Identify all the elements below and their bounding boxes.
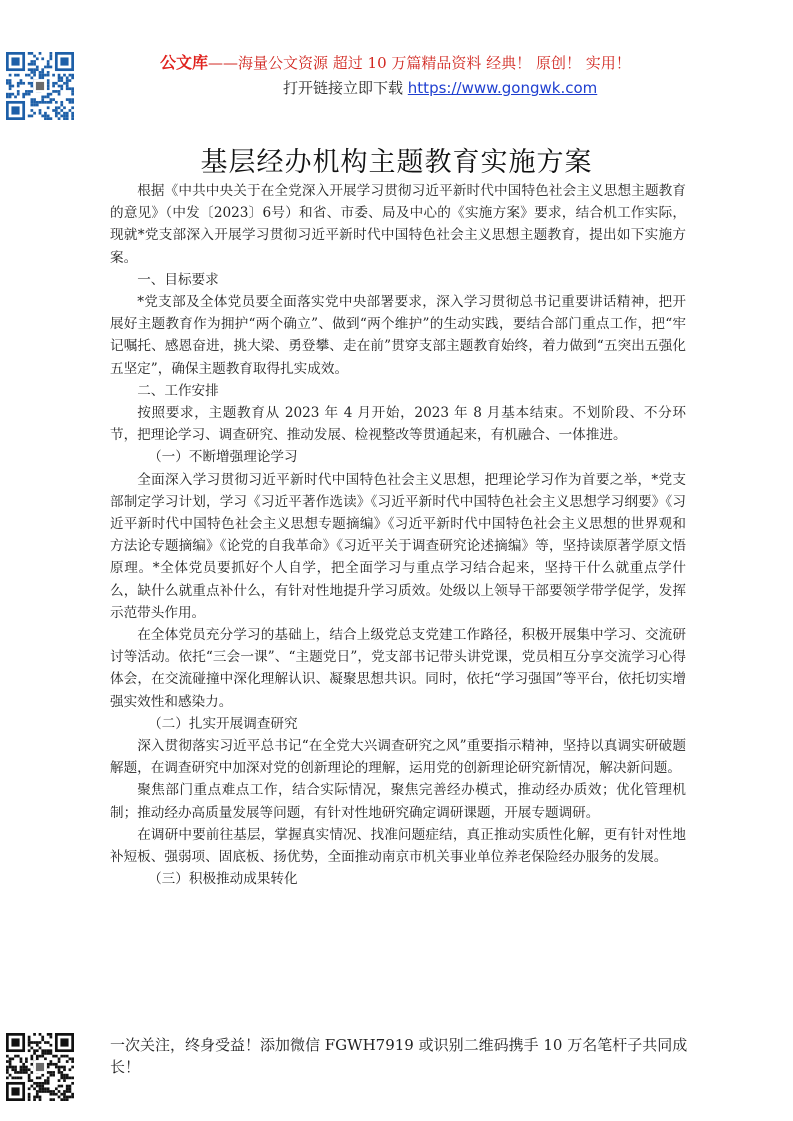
section-heading: 一、目标要求 [137,271,219,288]
section-heading: （二）扎实开展调查研究 [148,715,298,732]
body-paragraph: 聚焦部门重点难点工作，结合实际情况，聚焦完善经办模式，推动经办质效；优化管理机制；推动经办高质量发展等问题，有针对性地研究确定调研课题，开展专题调研。 [110,782,686,821]
section-heading: 二、工作安排 [137,382,219,399]
qr-code-graphic [6,52,74,120]
header-banner [160,50,631,73]
body-paragraph: 在调研中要前往基层，掌握真实情况、找准问题症结，真正推动实质性化解，更有针对性地补短板、强弱项、固底板、扬优势，全面推动南京市机关事业单位养老保险经办服务的发展。 [110,826,686,866]
download-line [283,77,597,98]
body-paragraph: 全面深入学习贯彻习近平新时代中国特色社会主义思想，把理论学习作为首要之举，*党支部制定学习计划，学习《习近平著作选读》《习近平新时代中国特色社会主义思想学习纲要》《习近平新时代中国特色社会主义思想专题摘编》《习近平新时代中国特色社会主义思想的世界观和方法论专题摘编》《论党的自我革命》《习近平关于调查研究论述摘编》等，坚持读原著学原文悟原理。*全体党员要抓好个人自学，把全面学习与重点学习结合起来，坚持干什么就重点学什么，缺什么就重点补什么，有针对性地提升学习质效。处级以上领导干部要领学带学促学，发挥示范带头作用。 [110,471,686,621]
document-title: 基层经办机构主题教育实施方案 [200,147,593,178]
qr-code-icon [6,1033,74,1101]
body-paragraph: 根据《中共中央关于在全党深入开展学习贯彻习近平新时代中国特色社会主义思想主题教育的意见》（中发〔2023〕6号）和省、市委、局及中心的《实施方案》要求，结合机工作实际，现就*党支部深入开展学习贯彻习近平新时代中国特色社会主义思想主题教育，提出如下实施方案。 [110,183,686,266]
body-paragraph: 深入贯彻落实习近平总书记“在全党大兴调查研究之风”重要指示精神，坚持以真调实研破题解题，在调查研究中加深对党的创新理论的理解，运用党的创新理论研究新情况，解决新问题。 [110,738,686,777]
body-paragraph: *党支部及全体党员要全面落实党中央部署要求，深入学习贯彻总书记重要讲话精神，把开展好主题教育作为拥护“两个确立”、做到“两个维护”的生动实践，要结合部门重点工作，把“牢记嘱托、感恩奋进，挑大梁、勇登攀、走在前”贯穿支部主题教育始终，着力做到“五突出五强化五坚定”，确保主题教育取得扎实成效。 [110,294,686,377]
download-prefix: 打开链接立即下载 [283,79,404,97]
download-link[interactable]: https://www.gongwk.com [407,79,598,97]
body-paragraph: 按照要求，主题教育从 2023 年 4 月开始，2023 年 8 月基本结束。不划阶段、不分环节，把理论学习、调查研究、推动发展、检视整改等贯通起来，有机融合、一体推进。 [110,405,686,444]
section-heading: （三）积极推动成果转化 [148,871,298,888]
qr-code-icon [6,52,74,120]
document-body [110,180,686,891]
section-heading: （一）不断增强理论学习 [148,449,298,466]
brand-name: 公文库 [160,53,209,72]
body-paragraph: 在全体党员充分学习的基础上，结合上级党总支党建工作路径，积极开展集中学习、交流研讨等活动。依托“三会一课”、“主题党日”，党支部书记带头讲党课，党员相互分享交流学习心得体会，在交流碰撞中深化理解认识、凝聚思想共识。同时，依托“学习强国”等平台，依托切实增强实效性和感染力。 [110,627,686,710]
brand-tagline: ——海量公文资源 超过 10 万篇精品资料 经典！ 原创！ 实用！ [208,54,631,72]
qr-code-graphic [6,1033,74,1101]
footer-note: 一次关注，终身受益！添加微信 FGWH7919 或识别二维码携手 10 万名笔杆子共同成长！ [110,1036,688,1076]
